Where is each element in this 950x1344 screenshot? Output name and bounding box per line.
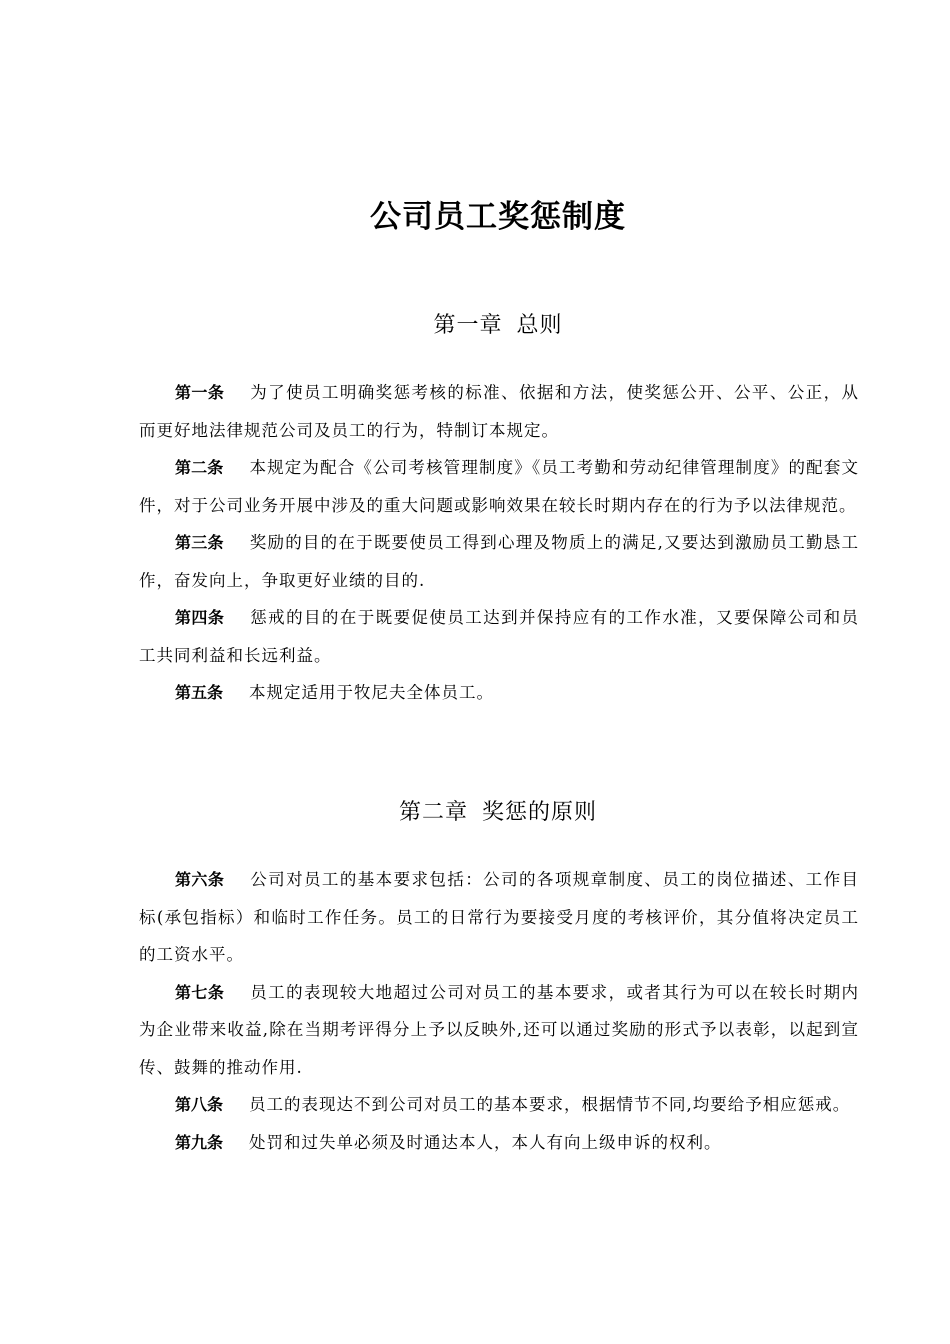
article-text: 奖励的目的在于既要使员工得到心理及物质上的满足,又要达到激励员工勤恳工作，奋发向上，争取更好业绩的目的. [139,533,859,590]
article-text: 惩戒的目的在于既要促使员工达到并保持应有的工作水准，又要保障公司和员工共同利益和长远利益。 [139,608,859,665]
article-label: 第七条 [175,982,225,1002]
article-label: 第三条 [175,533,224,552]
chapter-title: 奖惩的原则 [482,800,598,825]
article [139,674,859,712]
article [139,524,859,599]
article-text: 员工的表现较大地超过公司对员工的基本要求，或者其行为可以在较长时期内为企业带来收益,除在当期考评得分上予以反映外,还可以通过奖励的形式予以表彰，以起到宣传、鼓舞的推动作用. [139,982,859,1077]
article [139,374,859,449]
article-text: 为了使员工明确奖惩考核的标准、依据和方法，使奖惩公开、公平、公正，从而更好地法律规范公司及员工的行为，特制订本规定。 [139,383,859,440]
article [139,1124,859,1162]
article-text: 处罚和过失单必须及时通达本人，本人有向上级申诉的权利。 [249,1132,722,1152]
article-label: 第二条 [175,458,224,477]
article-text: 员工的表现达不到公司对员工的基本要求，根据情节不同,均要给予相应惩戒。 [249,1095,851,1114]
chapter-number: 第一章 [433,313,503,338]
article-label: 第九条 [175,1132,224,1152]
article [139,449,859,524]
article-label: 第五条 [175,683,224,702]
article-text: 本规定适用于牧尼夫全体员工。 [249,683,495,702]
article-label: 第八条 [175,1095,224,1114]
article [139,1086,859,1124]
chapter-heading [0,306,950,346]
article-text: 本规定为配合《公司考核管理制度》《员工考勤和劳动纪律管理制度》的配套文件，对于公司业务开展中涉及的重大问题或影响效果在较长时期内存在的行为予以法律规范。 [139,458,859,515]
article [139,861,859,974]
chapter-section [139,374,859,712]
chapter-title: 总则 [516,313,563,338]
chapter-section [139,861,859,1161]
chapter-number: 第二章 [398,800,468,825]
article [139,974,859,1087]
article-label: 第四条 [175,608,225,627]
article [139,599,859,674]
chapter-heading [0,793,950,833]
article-label: 第六条 [175,870,225,889]
document-title: 公司员工奖惩制度 [370,199,626,235]
article-text: 公司对员工的基本要求包括：公司的各项规章制度、员工的岗位描述、工作目标(承包指标）和临时工作任务。员工的日常行为要接受月度的考核评价，其分值将决定员工的工资水平。 [139,870,859,964]
article-label: 第一条 [175,383,225,402]
